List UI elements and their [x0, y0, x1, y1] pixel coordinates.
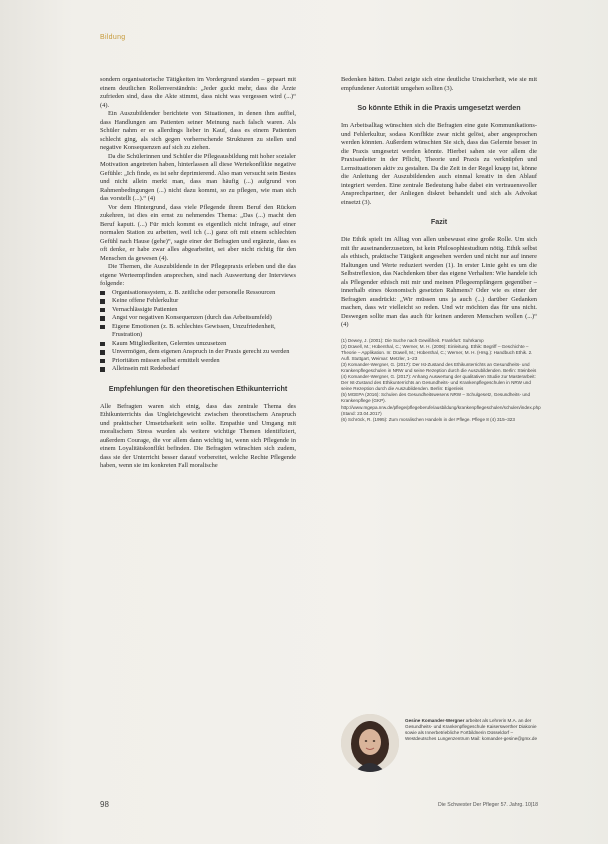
paragraph: Die Ethik spielt im Alltag von allen unbewusst eine große Rolle. Um sich mit ihr auseinanderzusetzen, ist kein Philosophiestudium nötig. Ethik selbst als ethisch, praktische Tätigkeit angesehen werden und nicht nur auf innere Haltungen und Werte reduziert werden (1). In erster Linie geht es um die Selbstreflexion, das Nachdenken über das eigene Verhalten: Wie handele ich als Pflegender ethisch mit mir und meinen Pflegeempfängern gegenüber – innerhalb eines ökonomisch gesetzten Rahmens? Oder wie es einer der Befragten ausdrückt: „Wir müssen uns ja auch (...) darüber Gedanken machen, dass wir vielleicht so reden. Und wir möchten das für uns nicht. Deswegen sollte man das auch für keinen anderen Menschen wollen (...)“ (4): [341, 236, 537, 328]
reference-item: (4) Komander-Wergner, G. (2017): Anhang Auswertung der qualitativen Studie zur Masterarbeit: Der Ist-Zustand des Ethikunterrichts an Gesundheits- und Krankenpflegeschulen in NRW und seine Rezeption durch die Auszubildenden. Berlin: Eigenleis: [341, 374, 536, 392]
author-bio: [405, 718, 543, 742]
journal-footer: Die Schwester Der Pfleger 57. Jahrg. 10|18: [438, 802, 538, 808]
list-item: Kaum Mitgliedkeiten, Gelerntes umzusetzen: [100, 340, 296, 349]
paragraph: Bedenken hätten. Dabei zeigte sich eine deutliche Unsicherheit, wie sie mit empfundener Autorität umgehen sollten (3).: [341, 76, 537, 92]
section-heading: Fazit: [430, 217, 448, 226]
list-item: Unvermögen, dem eigenen Anspruch in der Praxis gerecht zu werden: [100, 348, 296, 357]
paragraph: Ein Auszubildender berichtete von Situationen, in denen ihm auffiel, dass Handlungen am Patienten seiner Meinung nach falsch waren. Als Schüler nahm er es allerdings lieber in Kauf, dass es einem Patienten schlecht ging, als sich gegen vorherrschende Strukturen zu stellen und negative Konsequenzen auf sich zu ziehen.: [100, 110, 296, 151]
paragraph: Da die Schülerinnen und Schüler die Pflegeausbildung mit hoher sozialer Motivation angetreten haben, hinterlassen all diese Wertekonflikte negative Gefühle: „Ich finde, es ist sehr deprimierend. Also man versucht sein Bestes und nicht allein merkt man, dass man häufig (...) aufgrund von Rahmenbedingungen (...) nicht dazu kommt, so zu pflegen, wie man sich das vorstellt (...).“ (4): [100, 152, 296, 202]
left-column: [100, 76, 296, 471]
list-item: Organisationssystem, z. B. zeitliche oder personelle Ressourcen: [100, 289, 296, 298]
author-photo: [341, 714, 399, 772]
list-item: Alleinsein mit Redebedarf: [100, 365, 296, 374]
paragraph: sondern organisatorische Tätigkeiten im Vordergrund standen – gepaart mit einem deutlichen Rollenverständnis: „Jeder guckt mehr, dass die Ärzte zufrieden sind, dass die Akte stimmt, dass nicht was vergessen wird (...)“ (4).: [100, 76, 296, 109]
author-name: Gesine Komander-Wergner: [405, 718, 465, 723]
reference-item: (1) Dewey, J. (2001): Die Suche nach Gewißheit. Frankfurt: Suhrkamp: [341, 337, 484, 343]
page-number: 98: [100, 800, 109, 809]
reference-item: (6) Schröck, R. (1995): Zum moralischen Handeln in der Pflege. Pflege 8 (4) 315–323: [341, 416, 515, 422]
paragraph: Alle Befragten waren sich einig, dass das zentrale Thema des Ethikunterrichts das Ungleichgewicht zwischen theoretischem Anspruch und praktischer Umsetzbarkeit sein sollte. Empathie und Umgang mit moralischem Stress wurden als weitere wichtige Themen identifiziert, außerdem Courage, die vor allem dann wichtig ist, wenn sich Pflegende in einem Loyalitätskonflikt befinden. Die Befragten wünschten sich zudem, dass sie der Unterricht besser darauf vorbereitet, welche Rechte Pflegende haben, wenn sie im konkreten Fall moralische: [100, 402, 296, 469]
list-item: Angst vor negativen Konsequenzen (durch das Arbeitsumfeld): [100, 314, 296, 323]
list-item: Keine offene Fehlerkultur: [100, 297, 296, 306]
author-box: [341, 714, 541, 774]
paragraph: Die Themen, die Auszubildende in der Pflegepraxis erleben und die das eigene Werteempfinden ansprechen, sind nach Auswertung der Interviews folgende:: [100, 263, 296, 287]
section-heading: Empfehlungen für den theoretischen Ethikunterricht: [108, 383, 288, 393]
reference-item: (2) Düwell, M.; Hübenthal, C.; Werner, M. H. (2006): Einleitung. Ethik: Begriff – Geschichte – Theorie – Applikation. In: Düwell, M.; Hübenthal, C.; Werner, M. H. (Hrsg.): Handbuch Ethik. 2. Aufl. Stuttgart, Weimar: Metzler, 1–23: [341, 343, 533, 361]
references: [341, 337, 541, 423]
right-column: [341, 76, 541, 423]
paragraph: Vor dem Hintergrund, dass viele Pflegende ihrem Beruf den Rücken zukehren, ist dies ein ernst zu nehmendes Thema: „Das (...) macht den Beruf kaputt. (...) Für mich kommt es eigentlich nicht infrage, auf einer normalen Station zu arbeiten, weil ich (...) ganz oft mit einem schlechten Gefühl nach Hause (gehe)“, sagte einer der Befragten und ergänzte, dass es oft denke, er habe zwar alles abgearbeitet, sei aber nicht richtig für den Menschen da gewesen (4).: [100, 203, 296, 262]
section-label: Bildung: [100, 34, 126, 41]
author-description: arbeitet als Lehrerin M.A. an der Gesundheits- und Krankenpflegeschule Kaiserswerther Diakonie sowie als Innerbetriebliche Fortbildnerin Düsseldorf – Westdeutsches Lungenzentrum Mail: komander-gesine@gmx.de: [405, 718, 537, 742]
reference-item: (3) Komander-Wergner, G. (2017): Der Ist-Zustand des Ethikunterrichts an Gesundheits- und Krankenpflegeschulen in NRW und seine Rezeption durch die Auszubildenden. Berlin: Steinbeis: [341, 361, 537, 373]
list-item: Prioritäten müssen selbst ermittelt werden: [100, 357, 296, 366]
section-heading: So könnte Ethik in die Praxis umgesetzt werden: [357, 103, 521, 112]
reference-item: (5) MGEPA (2016): Schulen des Gesundheitswesens NRW – Schulgesetz, Gesundheits- und Krankenpflege (GKP). http://www.mgepa.nrw.de/pflege/pflegeberufe/ausbildung/krankenpflegeschulen/schulen/index.php (Stand: 23.04.2017): [341, 392, 541, 416]
theme-list: [100, 289, 296, 374]
list-item: Eigene Emotionen (z. B. schlechtes Gewissen, Unzufriedenheit, Frustration): [100, 323, 296, 340]
paragraph: Im Arbeitsalltag wünschten sich die Befragten eine gute Kommunikations- und Fehlerkultur, sodass Konflikte zwar nicht gelöst, aber angesprochen werden könnten. Außerdem wünschten Sie sich, dass das Gelernte besser in die Praxis umgesetzt werden könnte. Hierbei sahen sie vor allem die Praxisanleiter in der Pflicht, Theorie und Praxis zu verknüpfen und Lernsituationen aktiv zu gestalten. Da die Zeit in der Regel knapp ist, könne die Anleitung der Auszubildenden auch einmal kreativ in den Ablauf integriert werden. Eine zentrale Bedeutung habe dabei ein vertrauensvoller Ansprechpartner, der Anliegen diskret behandelt und sich als Advokat einsetzt (3).: [341, 122, 537, 206]
list-item: Vernachlässigte Patienten: [100, 306, 296, 315]
